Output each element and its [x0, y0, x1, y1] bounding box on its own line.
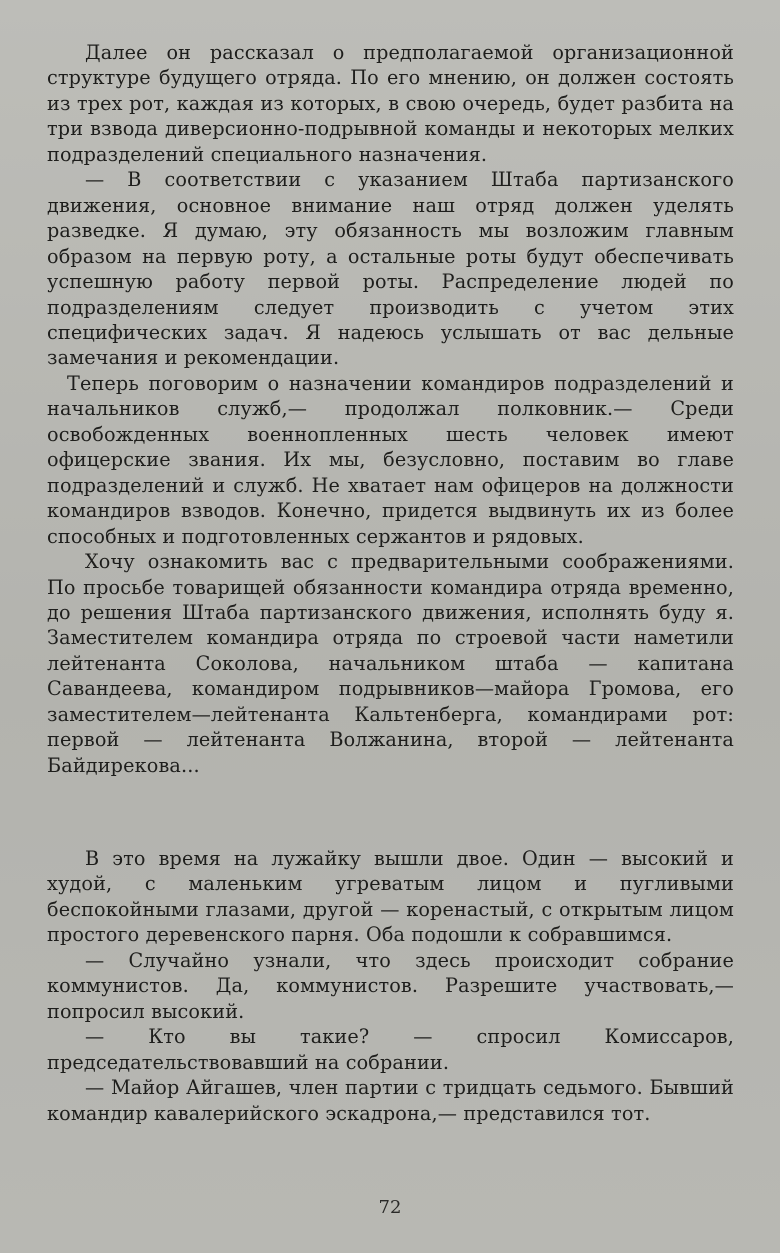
page-number: 72: [378, 1197, 402, 1218]
paragraph: — Кто вы такие? — спросил Комиссаров, председательствовавший на собрании.: [47, 1025, 734, 1074]
paragraph: В это время на лужайку вышли двое. Один — высокий и худой, с маленьким угреватым лицом и пугливыми беспокойными глазами, другой — коренастый, с открытым лицом простого деревенского парня. Оба подошли к собравшимся.: [47, 847, 734, 947]
paragraph: — Майор Айгашев, член партии с тридцать седьмого. Бывший командир кавалерийского эскадрона,— представился тот.: [47, 1076, 734, 1125]
text-block-lower: [47, 846, 734, 1126]
paragraph: Хочу ознакомить вас с предварительными соображениями. По просьбе товарищей обязанности командира отряда временно, до решения Штаба партизанского движения, исполнять буду я. Заместителем командира отряда по строевой части наметили лейтенанта Соколова, начальником штаба — капитана Савандеева, командиром подрывников—майора Громова, его заместителем—лейтенанта Кальтенберга, командирами рот: первой — лейтенанта Волжанина, второй — лейтенанта Байдирекова...: [47, 550, 734, 777]
paragraph: Теперь поговорим о назначении командиров подразделений и начальников служб,— продолжал полковник.— Среди освобожденных военнопленных шесть человек имеют офицерские звания. Их мы, безусловно, поставим во главе подразделений и служб. Не хватает нам офицеров на должности командиров взводов. Конечно, придется выдвинуть их из более способных и подготовленных сержантов и рядовых.: [47, 371, 734, 548]
paragraph: — Случайно узнали, что здесь происходит собрание коммунистов. Да, коммунистов. Разрешите участвовать,— попросил высокий.: [47, 948, 734, 1023]
text-block-upper: [47, 40, 734, 778]
paragraph: Далее он рассказал о предполагаемой организационной структуре будущего отряда. По его мнению, он должен состоять из трех рот, каждая из которых, в свою очередь, будет разбита на три взвода диверсионно-подрывной команды и некоторых мелких подразделений специального назначения.: [47, 41, 734, 166]
paragraph: — В соответствии с указанием Штаба партизанского движения, основное внимание наш отряд должен уделять разведке. Я думаю, эту обязанность мы возложим главным образом на первую роту, а остальные роты будут обеспечивать успешную работу первой роты. Распределение людей по подразделениям следует производить с учетом этих специфических задач. Я надеюсь услышать от вас дельные замечания и рекомендации.: [47, 168, 734, 370]
